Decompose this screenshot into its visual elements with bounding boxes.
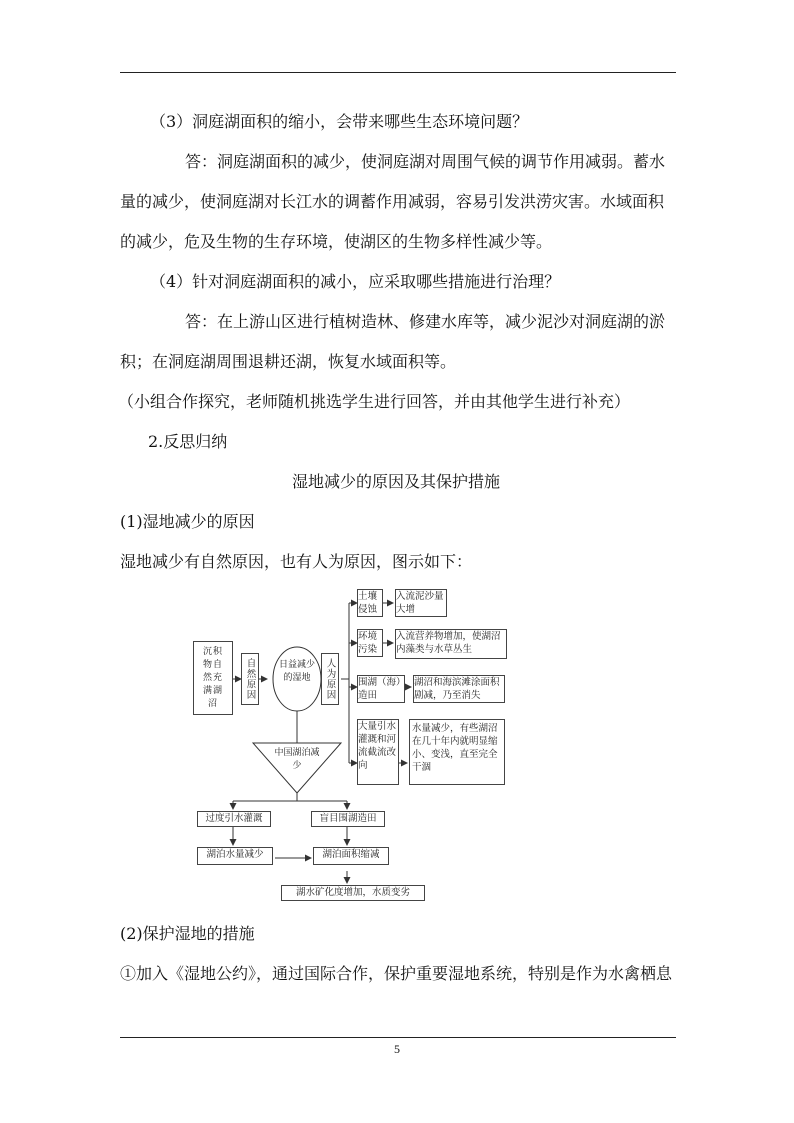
- question-3: （3）洞庭湖面积的缩小，会带来哪些生态环境问题？: [150, 112, 529, 131]
- effect-tidal-flats-shrink: 湖沼和海滨滩涂面积剧减，乃至消失: [413, 675, 505, 703]
- wetland-decrease-diagram: [185, 583, 515, 903]
- page-number: 5: [394, 1042, 400, 1056]
- cause-pollution: 环境污染: [357, 629, 383, 657]
- answer-4-line-2: 积；在洞庭湖周围退耕还湖，恢复水域面积等。: [120, 352, 457, 371]
- natural-cause-box: 自然原因: [241, 653, 259, 705]
- human-cause-box: 人为原因: [321, 653, 339, 705]
- natural-effect-box: 沉积物自然充满湖沼: [193, 641, 233, 715]
- subheading-causes: (1)湿地减少的原因: [120, 512, 255, 531]
- subheading-measures: (2)保护湿地的措施: [120, 924, 255, 943]
- answer-3-line-3: 的减少，危及生物的生存环境，使湖区的生物多样性减少等。: [120, 232, 553, 251]
- cause-reclamation: 围湖（海）造田: [357, 675, 405, 703]
- over-irrigation-box: 过度引水灌溉: [197, 811, 271, 827]
- cause-irrigation-diversion: 大量引水灌溉和河流截流改向: [357, 719, 399, 785]
- question-4: （4）针对洞庭湖面积的减小，应采取哪些措施进行治理？: [150, 272, 561, 291]
- answer-3-line-1: 答：洞庭湖面积的减少，使洞庭湖对周围气候的调节作用减弱。蓄水: [185, 152, 666, 171]
- cause-soil-erosion: 土壤侵蚀: [357, 589, 383, 617]
- center-wetland-label: 日益减少的湿地: [278, 660, 315, 683]
- diagram-intro: 湿地减少有自然原因，也有人为原因，图示如下：: [120, 552, 473, 571]
- salinity-box: 湖水矿化度增加，水质变劣: [281, 885, 425, 901]
- measure-1: ①加入《湿地公约》，通过国际合作，保护重要湿地系统，特别是作为水禽栖息: [120, 964, 673, 983]
- china-lake-label: 中国湖泊减少: [274, 748, 320, 771]
- footer-rule: [120, 1037, 676, 1038]
- answer-3-line-2: 量的减少，使洞庭湖对长江水的调蓄作用减弱，容易引发洪涝灾害。水域面积: [120, 192, 665, 211]
- effect-nutrient-increase: 入流营养物增加，使湖沼内藻类与水草丛生: [395, 629, 507, 659]
- answer-4-line-1: 答：在上游山区进行植树造林、修建水库等，减少泥沙对洞庭湖的淤: [185, 312, 666, 331]
- effect-sediment-increase: 入流泥沙量大增: [395, 589, 447, 617]
- water-decrease-box: 湖泊水量减少: [197, 847, 273, 865]
- area-shrink-box: 湖泊面积缩减: [313, 847, 389, 865]
- section-title: 湿地减少的原因及其保护措施: [292, 472, 501, 491]
- reflect-heading: 2.反思归纳: [148, 432, 228, 451]
- group-activity-note: （小组合作探究，老师随机挑选学生进行回答，并由其他学生进行补充）: [118, 392, 631, 411]
- effect-lakes-dry-up: 水量减少，有些湖沼在几十年内就明显缩小、变浅，直至完全干涸: [409, 719, 505, 785]
- header-rule: [120, 72, 676, 73]
- blind-reclaim-box: 盲目围湖造田: [311, 811, 385, 827]
